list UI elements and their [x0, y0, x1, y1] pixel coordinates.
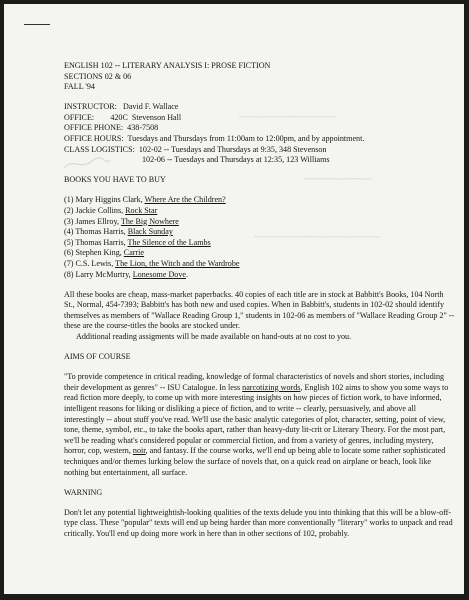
underlined-noir: noir — [132, 446, 146, 456]
book-item: (6) Stephen King, Carrie — [64, 248, 145, 258]
pen-mark — [24, 24, 50, 25]
book-title: Black Sunday — [127, 227, 173, 237]
book-title: The Lion, the Witch and the Wardrobe — [115, 259, 240, 268]
office-line: OFFICE: 420C Stevenson Hall — [64, 112, 182, 122]
class-logistics-line: CLASS LOGISTICS: 102-02 -- Tuesdays and Thursdays at 9:35, 348 Stevenson — [64, 144, 327, 154]
book-title: The Silence of the Lambs — [127, 237, 211, 247]
bleed-through-text: ~~~~~~~~~~~~~~~~~~~~ — [239, 112, 337, 122]
aims-heading: AIMS OF COURSE — [64, 352, 131, 362]
course-sections: SECTIONS 02 & 06 — [64, 71, 132, 81]
instructor-line: INSTRUCTOR: David F. Wallace — [64, 102, 179, 112]
document-body — [64, 61, 456, 540]
book-title: Carrie — [123, 248, 145, 258]
book-title: Where Are the Children? — [144, 195, 226, 205]
bleed-through-text: ~~~~~~~~~~~~~~ — [304, 174, 373, 184]
course-title: ENGLISH 102 -- LITERARY ANALYSIS I: PROSE FICTION — [64, 61, 271, 70]
books-note: All these books are cheap, mass-market paperbacks. 40 copies of each title are in stock at Babbitt's Books, 104 North St., Normal, 454-7393; Babbitt's has both new and used copies. When in Babbitt's, students in 102-02 should identify themselves as members of "Wallace Reading Group 1," students in 102-06 as members of "Wallace Reading Group 2" -- these are the course-titles the books are stocked under. — [64, 289, 455, 331]
class-logistics-line-2: 102-06 -- Tuesdays and Thursdays at 12:35, 123 Williams — [142, 155, 330, 165]
book-item: (1) Mary Higgins Clark, Where Are the Children? — [64, 195, 226, 205]
book-title: Rock Star — [125, 206, 158, 216]
bleed-through-text: ~~~~~~~~~~~~~~~~~~~~~~~~~~ — [254, 232, 381, 242]
warning-heading: WARNING — [64, 487, 103, 497]
book-item: (4) Thomas Harris, Black Sunday — [64, 227, 173, 237]
book-item: (2) Jackie Collins, Rock Star — [64, 206, 158, 216]
books-heading: BOOKS YOU HAVE TO BUY — [64, 175, 166, 185]
book-title: The Big Nowhere — [120, 216, 179, 226]
book-item: (5) Thomas Harris, The Silence of the Lambs — [64, 237, 211, 247]
book-title: Lonesome Dove — [132, 269, 186, 279]
office-phone-line: OFFICE PHONE: 438-7508 — [64, 123, 159, 133]
underlined-phrase: narcotizing words — [242, 382, 301, 392]
warning-paragraph: Don't let any potential lightweightish-looking qualities of the texts delude you into thinking that this will be a blow-off-type class. These "popular" texts will end up being harder than more conventionally "literary" works to unpack and read critically. You'll end up doing more work in here than in other sections of 102, probably. — [64, 507, 453, 538]
course-term: FALL '94 — [64, 82, 95, 92]
syllabus-page — [4, 4, 464, 594]
office-hours-line: OFFICE HOURS: Tuesdays and Thursdays from 11:00am to 12:00pm, and by appointment. — [64, 134, 365, 144]
book-item: (7) C.S. Lewis, The Lion, the Witch and the Wardrobe — [64, 259, 240, 268]
book-list — [64, 195, 456, 280]
book-item: (8) Larry McMurtry, Lonesome Dove. — [64, 269, 189, 279]
book-item: (3) James Ellroy, The Big Nowhere — [64, 216, 179, 226]
books-note-additional: Additional reading assigments will be made available on hand-outs at no cost to you. — [76, 332, 352, 342]
aims-paragraph: "To provide competence in critical reading, knowledge of formal characteristics of novels and short stories, including their development as genres" -- ISU Catalogue. In less narcotizing words, English 102 aims to show you some ways to read fiction more deeply, to come up with more interesting insights on how pieces of fiction work, to have informed, intelligent reasons for liking or disliking a piece of fiction, and to write -- clearly, persuasively, and above all interestingly -- about stuff you've read. We'll use the basic analytic categories of plot, character, setting, point of view, tone, theme, symbol, etc., to take the books apart, rather than heavy-duty lit-crit or Literary Theory. For the most part, we'll be reading what's considered popular or commercial fiction, and from a variety of genres, including mystery, horror, cop, western, noir, and fantasy. If the course works, we'll end up being able to locate some rather sophisticated techniques and/or themes lurking below the surface of novels that, on a quick read on airplane or beach, look like nothing but entertainment, all surface. — [64, 372, 449, 477]
